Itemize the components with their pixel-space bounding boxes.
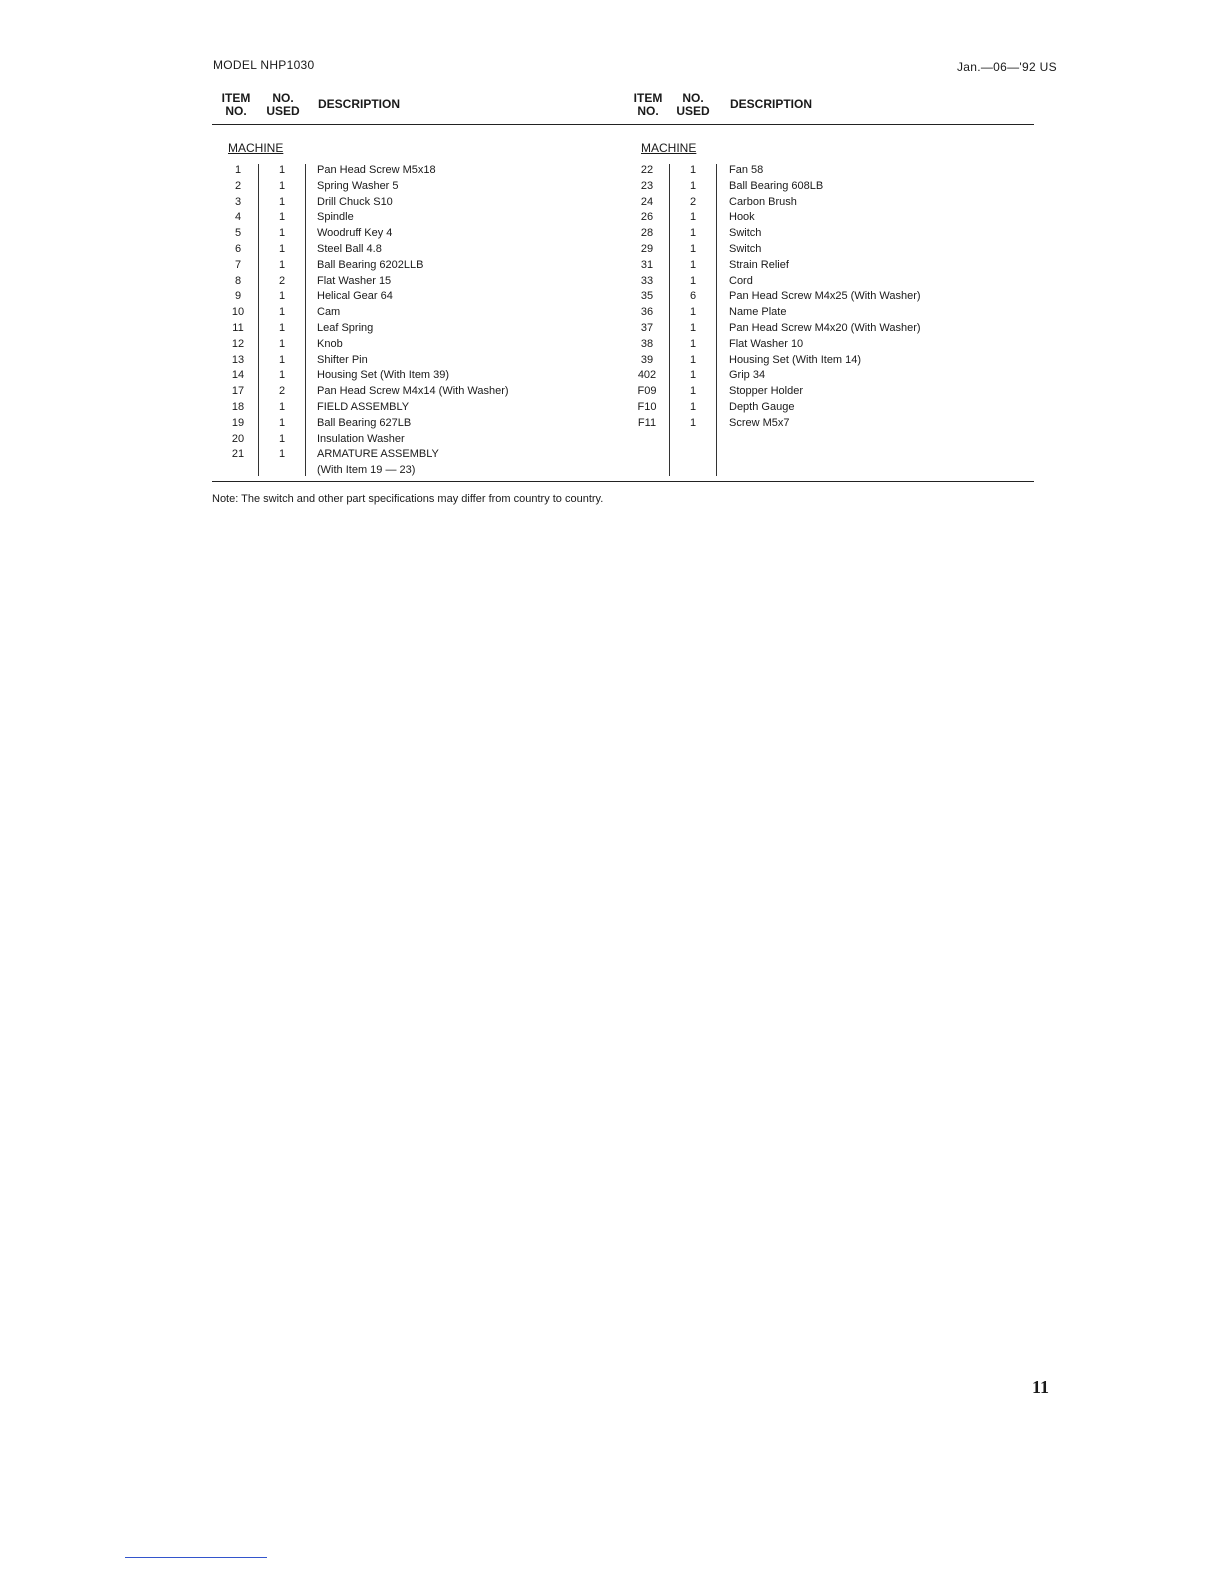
model-label: MODEL NHP1030 [213,58,315,72]
quantity-cell: 1 [278,227,286,240]
item-no-cell: 4 [234,211,242,224]
quantity-cell: 1 [278,353,286,366]
table-row [0,385,1224,401]
item-no-cell: 7 [234,258,242,271]
item-no-cell: 22 [640,164,654,176]
item-no-header [625,92,671,118]
quantity-cell: 1 [278,401,286,413]
no-used-header-line1: NO. [272,91,294,105]
quantity-cell: 1 [689,322,697,334]
quantity-cell: 1 [278,243,286,255]
item-no-cell: 17 [231,385,245,398]
item-no-cell: 19 [231,416,245,429]
table-row [0,322,1224,338]
quantity-cell: 1 [689,258,697,271]
table-row [0,275,1224,291]
quantity-cell: 1 [278,337,286,350]
no-used-header-line2: USED [676,104,710,118]
quantity-cell: 1 [689,416,697,429]
table-row [0,417,1224,433]
quantity-cell: 1 [278,306,286,319]
item-no-cell: 29 [640,243,654,255]
footnote: Note: The switch and other part specifications may differ from country to country. [212,493,604,505]
item-no-cell: 402 [637,369,657,382]
table-row [0,196,1224,212]
description-cell: Pan Head Screw M4x14 (With Washer) [317,385,509,398]
description-cell: (With Item 19 — 23) [317,464,416,477]
item-no-cell: 1 [234,164,242,176]
description-cell: Fan 58 [729,164,764,176]
item-no-header [213,92,259,118]
description-cell: Spindle [317,211,354,224]
quantity-cell: 1 [689,401,697,413]
item-no-cell: 2 [234,179,242,192]
item-no-header-line2: NO. [637,104,659,118]
item-no-cell: F11 [637,416,657,429]
description-cell: Housing Set (With Item 39) [317,369,450,382]
description-cell: Switch [729,243,762,255]
quantity-cell: 1 [278,448,286,461]
quantity-cell: 1 [278,211,286,224]
description-cell: Screw M5x7 [729,416,790,429]
item-no-cell: 28 [640,227,654,240]
table-row [0,338,1224,354]
quantity-cell: 1 [689,369,697,382]
description-cell: Pan Head Screw M4x20 (With Washer) [729,322,921,334]
description-header: DESCRIPTION [318,97,401,111]
description-cell: Switch [729,227,762,240]
quantity-cell: 1 [689,337,697,350]
description-cell: Ball Bearing 6202LLB [317,258,424,271]
item-no-cell: 37 [640,322,654,334]
quantity-cell: 1 [689,306,697,319]
quantity-cell: 1 [689,211,697,224]
item-no-cell: 36 [640,306,654,319]
quantity-cell: 6 [689,290,697,303]
item-no-cell: F09 [637,385,657,398]
description-cell: Hook [729,211,755,224]
item-no-header-line1: ITEM [221,91,251,105]
table-row [0,464,1224,480]
quantity-cell: 1 [689,179,697,192]
quantity-cell: 1 [278,164,286,176]
item-no-cell: F10 [637,401,657,413]
item-no-cell: 23 [640,179,654,192]
description-cell: Pan Head Screw M4x25 (With Washer) [729,290,921,303]
quantity-cell: 1 [278,416,286,429]
item-no-cell: 35 [640,290,654,303]
table-row [0,180,1224,196]
item-no-cell: 24 [640,195,654,208]
right-section-label: MACHINE [641,141,697,155]
item-no-cell: 18 [231,401,245,413]
item-no-cell: 21 [231,448,245,461]
description-cell: Shifter Pin [317,353,368,366]
description-cell: Woodruff Key 4 [317,227,393,240]
description-cell: Flat Washer 10 [729,337,804,350]
description-cell: Cord [729,274,753,287]
description-cell: Grip 34 [729,369,766,382]
quantity-cell: 1 [278,369,286,382]
item-no-header-line1: ITEM [633,91,663,105]
item-no-cell: 26 [640,211,654,224]
item-no-cell: 13 [231,353,245,366]
description-cell: Carbon Brush [729,195,797,208]
table-row [0,369,1224,385]
table-bottom-rule [212,481,1034,482]
quantity-cell: 1 [278,290,286,303]
item-no-cell: 20 [231,432,245,445]
description-cell: Housing Set (With Item 14) [729,353,862,366]
description-cell: Helical Gear 64 [317,290,393,303]
description-cell: Drill Chuck S10 [317,195,393,208]
left-section-label: MACHINE [228,141,284,155]
quantity-cell: 2 [278,385,286,398]
table-row [0,259,1224,275]
item-no-cell: 33 [640,274,654,287]
no-used-header [265,92,301,118]
quantity-cell: 1 [689,274,697,287]
table-row [0,164,1224,180]
table-row [0,290,1224,306]
footer-link-line [125,1557,267,1558]
quantity-cell: 1 [278,322,286,334]
item-no-cell: 39 [640,353,654,366]
description-cell: Stopper Holder [729,385,803,398]
page-number: 11 [1032,1377,1050,1397]
table-row [0,354,1224,370]
item-no-cell: 8 [234,274,242,287]
table-row [0,306,1224,322]
description-cell: Knob [317,337,343,350]
description-cell: Insulation Washer [317,432,405,445]
item-no-cell: 38 [640,337,654,350]
header-rule [212,124,1034,125]
quantity-cell: 1 [278,258,286,271]
quantity-cell: 1 [278,432,286,445]
description-cell: ARMATURE ASSEMBLY [317,448,439,461]
description-cell: Cam [317,306,341,319]
table-row [0,211,1224,227]
table-row [0,401,1224,417]
description-cell: Depth Gauge [729,401,795,413]
description-cell: Strain Relief [729,258,789,271]
item-no-cell: 12 [231,337,245,350]
no-used-header-line1: NO. [682,91,704,105]
table-row [0,227,1224,243]
item-no-cell: 10 [231,306,245,319]
table-row [0,448,1224,464]
quantity-cell: 1 [689,353,697,366]
description-cell: Name Plate [729,306,787,319]
date-label: Jan.—06—'92 US [957,60,1057,74]
quantity-cell: 1 [278,179,286,192]
item-no-cell: 3 [234,195,242,208]
item-no-cell: 5 [234,227,242,240]
quantity-cell: 1 [689,243,697,255]
quantity-cell: 1 [278,195,286,208]
item-no-cell: 11 [232,322,244,334]
item-no-cell: 31 [640,258,654,271]
item-no-header-line2: NO. [225,104,247,118]
description-cell: Ball Bearing 608LB [729,179,824,192]
quantity-cell: 1 [689,164,697,176]
description-header: DESCRIPTION [730,97,813,111]
no-used-header [675,92,711,118]
quantity-cell: 2 [278,274,286,287]
description-cell: Spring Washer 5 [317,179,399,192]
quantity-cell: 2 [689,195,697,208]
description-cell: Pan Head Screw M5x18 [317,164,436,176]
table-row [0,433,1224,449]
no-used-header-line2: USED [266,104,300,118]
description-cell: Flat Washer 15 [317,274,392,287]
description-cell: FIELD ASSEMBLY [317,401,410,413]
quantity-cell: 1 [689,227,697,240]
quantity-cell: 1 [689,385,697,398]
item-no-cell: 6 [234,243,242,255]
table-row [0,243,1224,259]
item-no-cell: 9 [234,290,242,303]
item-no-cell: 14 [231,369,245,382]
description-cell: Ball Bearing 627LB [317,416,412,429]
description-cell: Leaf Spring [317,322,374,334]
description-cell: Steel Ball 4.8 [317,243,382,255]
